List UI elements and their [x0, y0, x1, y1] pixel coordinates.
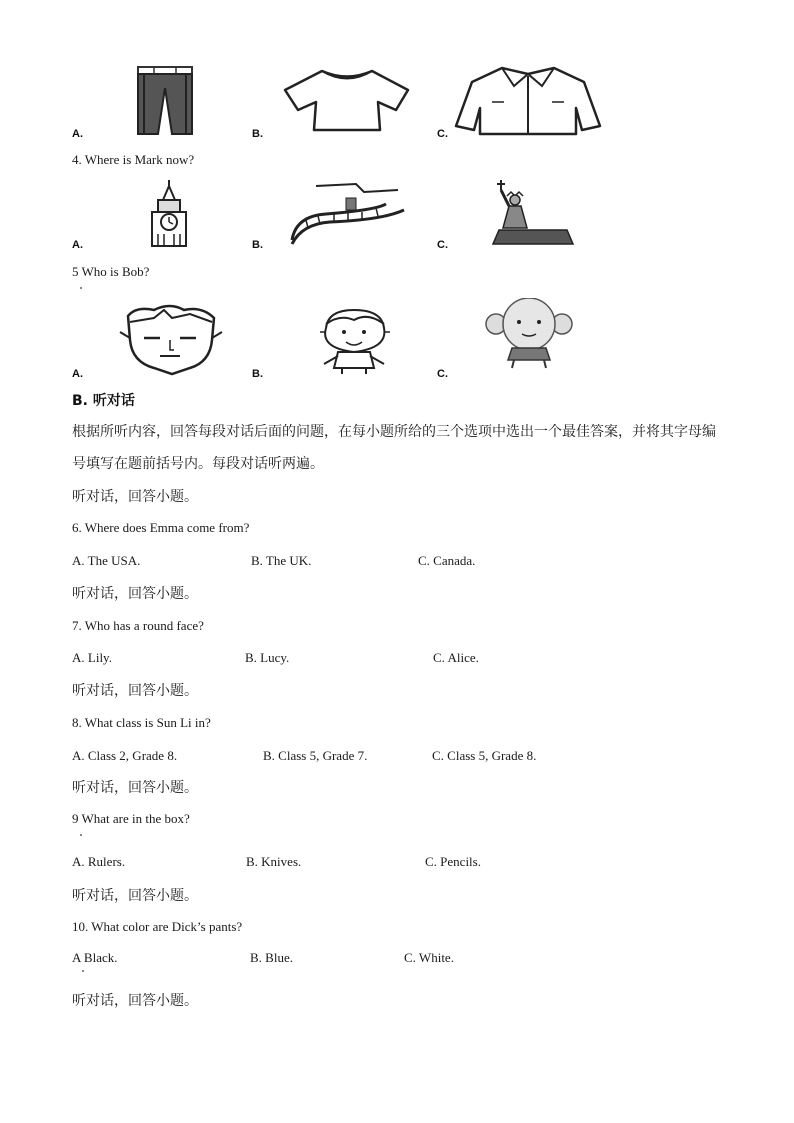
q4-option-b-label: B. [252, 239, 263, 251]
great-wall-picture [286, 180, 410, 246]
q7-option-c: C. Alice. [433, 650, 479, 665]
q7-option-b: B. Lucy. [245, 650, 290, 665]
q10-option-a: A Black. [72, 950, 118, 965]
q8-option-c: C. Class 5, Grade 8. [432, 748, 537, 763]
section-b-heading: B. 听对话 [72, 393, 135, 409]
big-ben-picture [146, 180, 192, 248]
listen-prompt: 听对话，回答小题。 [72, 489, 198, 505]
q8-question: 8. What class is Sun Li in? [72, 715, 211, 730]
statue-of-liberty-picture [487, 178, 577, 248]
pants-picture [134, 66, 196, 136]
section-b-instruction-line2: 号填写在题前括号内。每段对话听两遍。 [72, 456, 324, 472]
q5-option-b-label: B. [252, 368, 263, 380]
q10-option-b: B. Blue. [250, 950, 293, 965]
q7-option-a: A. Lily. [72, 650, 112, 665]
listen-prompt: 听对话，回答小题。 [72, 888, 198, 904]
listen-prompt: 听对话，回答小题。 [72, 780, 198, 796]
q4-question: 4. Where is Mark now? [72, 152, 195, 167]
boy-picture [306, 306, 402, 376]
round-face-kid-picture [474, 298, 584, 370]
listen-prompt: 听对话，回答小题。 [72, 683, 198, 699]
q3-option-c-label: C. [437, 128, 448, 140]
q5-option-a-label: A. [72, 368, 83, 380]
q6-option-a: A. The USA. [72, 553, 141, 568]
q8-option-b: B. Class 5, Grade 7. [263, 748, 368, 763]
q8-option-a: A. Class 2, Grade 8. [72, 748, 178, 763]
square-face-man-picture [114, 304, 228, 376]
q10-question: 10. What color are Dick’s pants? [72, 919, 243, 934]
decorative-dot [80, 287, 82, 289]
q9-question: 9 What are in the box? [72, 811, 190, 826]
listen-prompt: 听对话，回答小题。 [72, 993, 198, 1009]
decorative-dot [80, 834, 82, 836]
section-b-instruction-line1: 根据所听内容，回答每段对话后面的问题，在每小题所给的三个选项中选出一个最佳答案，并将其字母编 [72, 424, 716, 440]
q4-option-c-label: C. [437, 239, 448, 251]
q6-option-b: B. The UK. [251, 553, 312, 568]
q3-option-b-label: B. [252, 128, 263, 140]
q6-option-c: C. Canada. [418, 553, 476, 568]
q9-option-c: C. Pencils. [425, 854, 481, 869]
q4-option-a-label: A. [72, 239, 83, 251]
listen-prompt: 听对话，回答小题。 [72, 586, 198, 602]
q7-question: 7. Who has a round face? [72, 618, 204, 633]
q6-question: 6. Where does Emma come from? [72, 520, 250, 535]
t-shirt-picture [282, 68, 412, 134]
q9-option-b: B. Knives. [246, 854, 302, 869]
decorative-dot [82, 970, 84, 972]
q3-option-a-label: A. [72, 128, 83, 140]
jacket-picture [452, 64, 604, 136]
q9-option-a: A. Rulers. [72, 854, 126, 869]
q5-question: 5 Who is Bob? [72, 264, 150, 279]
q10-option-c: C. White. [404, 950, 454, 965]
q5-option-c-label: C. [437, 368, 448, 380]
